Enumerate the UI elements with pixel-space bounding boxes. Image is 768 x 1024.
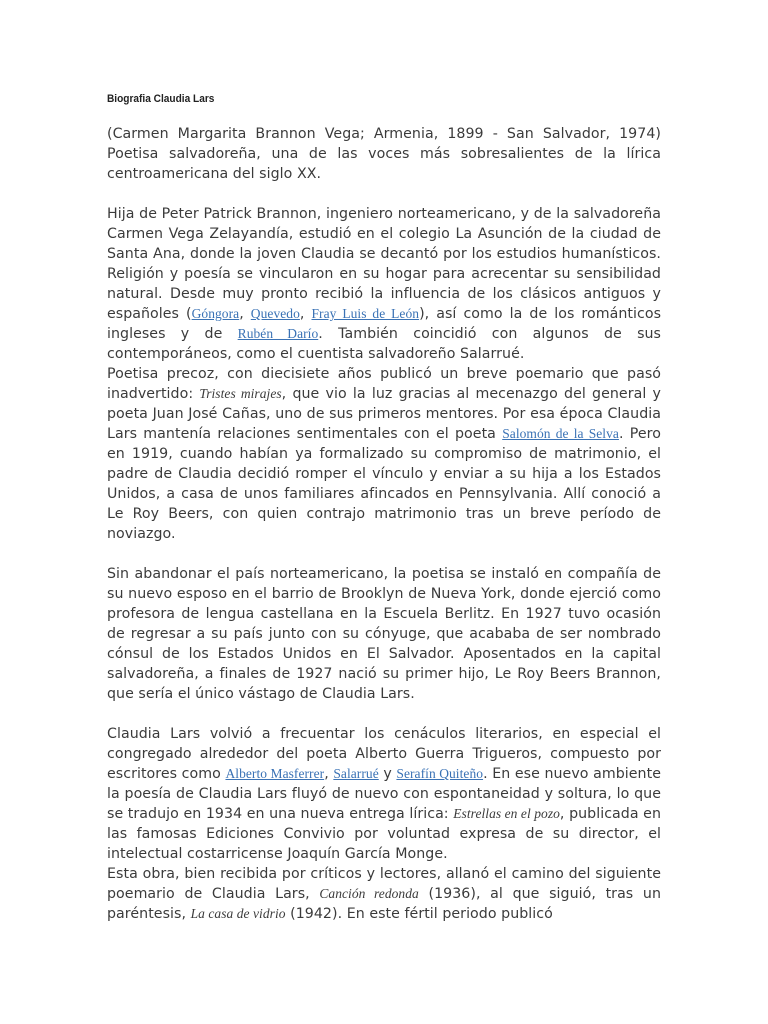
text-span: Claudia Lars volvió a frecuentar los cenáculos literarios, en especial el congregado alrededor del poeta Alberto Guerra Trigueros, compuesto por escritores como — [107, 726, 661, 782]
link-gongora[interactable]: Góngora — [191, 306, 240, 321]
paragraph-later-works — [107, 864, 661, 924]
paragraph-early-work — [107, 364, 661, 544]
link-quevedo[interactable]: Quevedo — [250, 306, 300, 321]
work-title-tristes-mirajes: Tristes mirajes — [199, 386, 282, 401]
text-span: . Pero en 1919, cuando habían ya formalizado su compromiso de matrimonio, el padre de Claudia decidió romper el vínculo y enviar a su hija a los Estados Unidos, a casa de unos familiares afincados en Pennsylvania. Allí conoció a Le Roy Beers, con quien contrajo matrimonio tras un breve período de noviazgo. — [107, 426, 661, 542]
text-span: , — [324, 766, 334, 782]
link-salarrue[interactable]: Salarrué — [333, 766, 379, 781]
text-span: Poetisa precoz, con diecisiete años publicó un breve poemario que pasó inadvertido: — [107, 366, 661, 402]
text-span: , — [239, 306, 251, 322]
work-title-la-casa-de-vidrio: La casa de vidrio — [190, 906, 286, 921]
link-fray-luis-de-leon[interactable]: Fray Luis de León — [311, 306, 420, 321]
text-span: . También coincidió con algunos de sus contemporáneos, como el cuentista salvadoreño Salarrué. — [107, 326, 661, 362]
text-span: , que vio la luz gracias al mecenazgo del general y poeta Juan José Cañas, uno de sus primeros mentores. Por esa época Claudia Lars mantenía relaciones sentimentales con el poeta — [107, 386, 661, 442]
paragraph-childhood — [107, 204, 661, 364]
link-alberto-masferrer[interactable]: Alberto Masferrer — [225, 766, 325, 781]
document-title: Biografia Claudia Lars — [107, 93, 215, 105]
text-span: Esta obra, bien recibida por críticos y lectores, allanó el camino del siguiente poemario de Claudia Lars, — [107, 866, 661, 902]
paragraph-intro: (Carmen Margarita Brannon Vega; Armenia, 1899 - San Salvador, 1974) Poetisa salvadoreña, una de las voces más sobresalientes de la lírica centroamericana del siglo XX. — [107, 126, 661, 182]
paragraph-usa: Sin abandonar el país norteamericano, la poetisa se instaló en compañía de su nuevo esposo en el barrio de Brooklyn de Nueva York, donde ejerció como profesora de lengua castellana en la Escuela Berlitz. En 1927 tuvo ocasión de regresar a su país junto con su cónyuge, que acababa de ser nombrado cónsul de los Estados Unidos en El Salvador. Aposentados en la capital salvadoreña, a finales de 1927 nació su primer hijo, Le Roy Beers Brannon, que sería el único vástago de Claudia Lars. — [107, 566, 661, 702]
text-span: y — [378, 766, 397, 782]
text-span: Hija de Peter Patrick Brannon, ingeniero norteamericano, y de la salvadoreña Carmen Vega Zelayandía, estudió en el colegio La Asunción de la ciudad de Santa Ana, donde la joven Claudia se decantó por los estudios humanísticos. Religión y poesía se vincularon en su hogar para acrecentar su sensibilidad natural. Desde muy pronto recibió la influencia de los clásicos antiguos y españoles ( — [107, 206, 661, 322]
link-serafin-quiteno[interactable]: Serafín Quiteño — [396, 766, 484, 781]
text-span: , publicada en las famosas Ediciones Convivio por voluntad expresa de su director, el intelectual costarricense Joaquín García Monge. — [107, 806, 661, 862]
link-salomon-de-la-selva[interactable]: Salomón de la Selva — [502, 426, 619, 441]
link-ruben-dario[interactable]: Rubén Darío — [237, 326, 319, 341]
work-title-estrellas-en-el-pozo: Estrellas en el pozo — [453, 806, 560, 821]
text-span: ), así como la de los románticos ingleses y de — [107, 306, 662, 342]
text-span: . En ese nuevo ambiente la poesía de Claudia Lars fluyó de nuevo con espontaneidad y soltura, lo que se tradujo en 1934 en una nueva entrega lírica: — [107, 766, 661, 822]
text-span: (1936), al que siguió, tras un paréntesis, — [107, 886, 661, 922]
text-span: , — [299, 306, 312, 322]
work-title-cancion-redonda: Canción redonda — [319, 886, 419, 901]
paragraph-literary-circles — [107, 724, 661, 864]
document-body — [107, 124, 661, 924]
text-span: (1942). En este fértil periodo publicó — [285, 906, 553, 922]
